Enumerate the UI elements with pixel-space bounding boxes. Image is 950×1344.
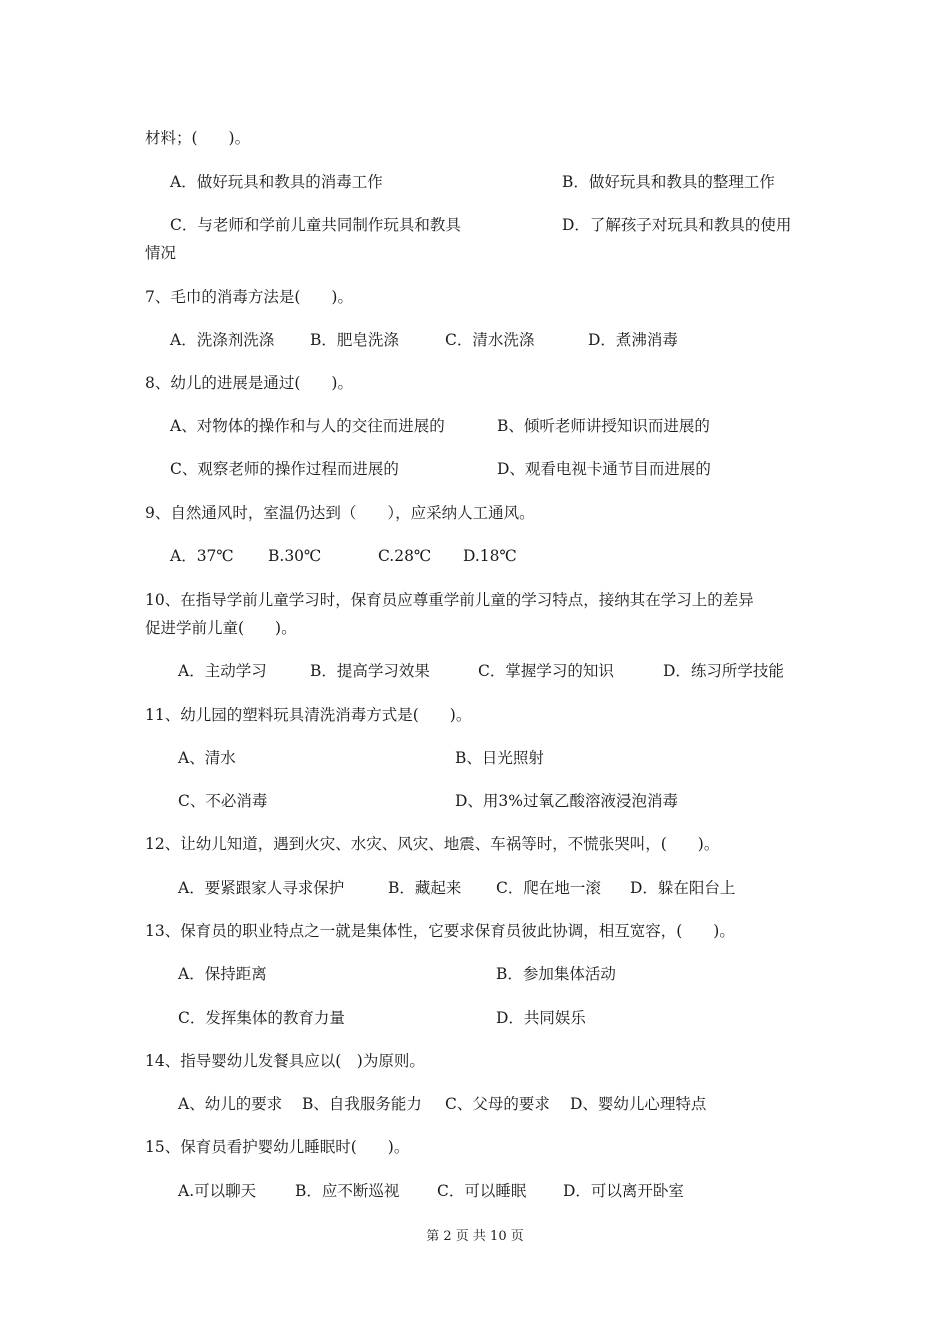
q11-option-b: B、日光照射 bbox=[455, 749, 544, 767]
q7-option-d: D．煮沸消毒 bbox=[588, 331, 678, 349]
q15-stem: 15、保育员看护婴幼儿睡眠时( )。 bbox=[145, 1138, 410, 1156]
q13-option-a: A．保持距离 bbox=[178, 965, 267, 983]
q6-option-d-continued: 情况 bbox=[145, 244, 177, 262]
q8-option-a: A、对物体的操作和与人的交往而进展的 bbox=[170, 417, 445, 435]
q6-option-b: B．做好玩具和教具的整理工作 bbox=[562, 173, 775, 191]
q6-option-a: A．做好玩具和教具的消毒工作 bbox=[170, 173, 383, 191]
q9-stem: 9、自然通风时，室温仍达到（ ），应采纳人工通风。 bbox=[145, 504, 535, 522]
q7-option-c: C．清水洗涤 bbox=[445, 331, 535, 349]
q13-option-b: B．参加集体活动 bbox=[496, 965, 616, 983]
q11-stem: 11、幼儿园的塑料玩具清洗消毒方式是( )。 bbox=[145, 706, 472, 724]
q9-option-a: A．37℃ bbox=[170, 547, 234, 565]
q10-option-c: C．掌握学习的知识 bbox=[478, 662, 614, 680]
q10-stem-line2: 促进学前儿童( )。 bbox=[145, 619, 297, 637]
q10-option-d: D．练习所学技能 bbox=[663, 662, 784, 680]
q8-option-b: B、倾听老师讲授知识而进展的 bbox=[497, 417, 710, 435]
page-footer: 第 2 页 共 10 页 bbox=[426, 1229, 524, 1244]
q11-option-a: A、清水 bbox=[178, 749, 236, 767]
q11-option-d: D、用3%过氧乙酸溶液浸泡消毒 bbox=[455, 792, 679, 810]
q8-stem: 8、幼儿的进展是通过( )。 bbox=[145, 374, 353, 392]
q13-option-c: C．发挥集体的教育力量 bbox=[178, 1009, 345, 1027]
q14-option-a: A、幼儿的要求 bbox=[178, 1095, 283, 1113]
q13-stem: 13、保育员的职业特点之一就是集体性，它要求保育员彼此协调，相互宽容，( )。 bbox=[145, 922, 735, 940]
q9-option-b: B.30℃ bbox=[268, 547, 322, 565]
q8-option-c: C、观察老师的操作过程而进展的 bbox=[170, 460, 399, 478]
q12-option-a: A．要紧跟家人寻求保护 bbox=[178, 879, 345, 897]
q9-option-d: D.18℃ bbox=[463, 547, 517, 565]
q6-option-c: C．与老师和学前儿童共同制作玩具和教具 bbox=[170, 216, 461, 234]
q9-option-c: C.28℃ bbox=[378, 547, 432, 565]
q15-option-b: B．应不断巡视 bbox=[295, 1182, 400, 1200]
q14-stem: 14、指导婴幼儿发餐具应以( )为原则。 bbox=[145, 1052, 425, 1070]
q6-stem-end: 材料；( )。 bbox=[145, 129, 251, 147]
q12-option-c: C．爬在地一滚 bbox=[496, 879, 601, 897]
q8-option-d: D、观看电视卡通节目而进展的 bbox=[497, 460, 711, 478]
q14-option-b: B、自我服务能力 bbox=[302, 1095, 422, 1113]
q10-option-a: A．主动学习 bbox=[178, 662, 267, 680]
q7-option-b: B．肥皂洗涤 bbox=[310, 331, 399, 349]
q14-option-c: C、父母的要求 bbox=[445, 1095, 550, 1113]
q12-option-b: B．藏起来 bbox=[388, 879, 462, 897]
q12-stem: 12、让幼儿知道，遇到火灾、水灾、风灾、地震、车祸等时，不慌张哭叫，( )。 bbox=[145, 835, 720, 853]
q15-option-a: A.可以聊天 bbox=[178, 1182, 257, 1200]
q13-option-d: D．共同娱乐 bbox=[496, 1009, 586, 1027]
q11-option-c: C、不必消毒 bbox=[178, 792, 268, 810]
q7-stem: 7、毛巾的消毒方法是( )。 bbox=[145, 288, 353, 306]
q12-option-d: D．躲在阳台上 bbox=[630, 879, 736, 897]
q10-stem-line1: 10、在指导学前儿童学习时，保育员应尊重学前儿童的学习特点，接纳其在学习上的差异 bbox=[145, 591, 754, 609]
q6-option-d: D．了解孩子对玩具和教具的使用 bbox=[562, 216, 792, 234]
q15-option-c: C．可以睡眠 bbox=[437, 1182, 527, 1200]
q14-option-d: D、婴幼儿心理特点 bbox=[570, 1095, 707, 1113]
q15-option-d: D．可以离开卧室 bbox=[563, 1182, 684, 1200]
q10-option-b: B．提高学习效果 bbox=[310, 662, 430, 680]
q7-option-a: A．洗涤剂洗涤 bbox=[170, 331, 275, 349]
